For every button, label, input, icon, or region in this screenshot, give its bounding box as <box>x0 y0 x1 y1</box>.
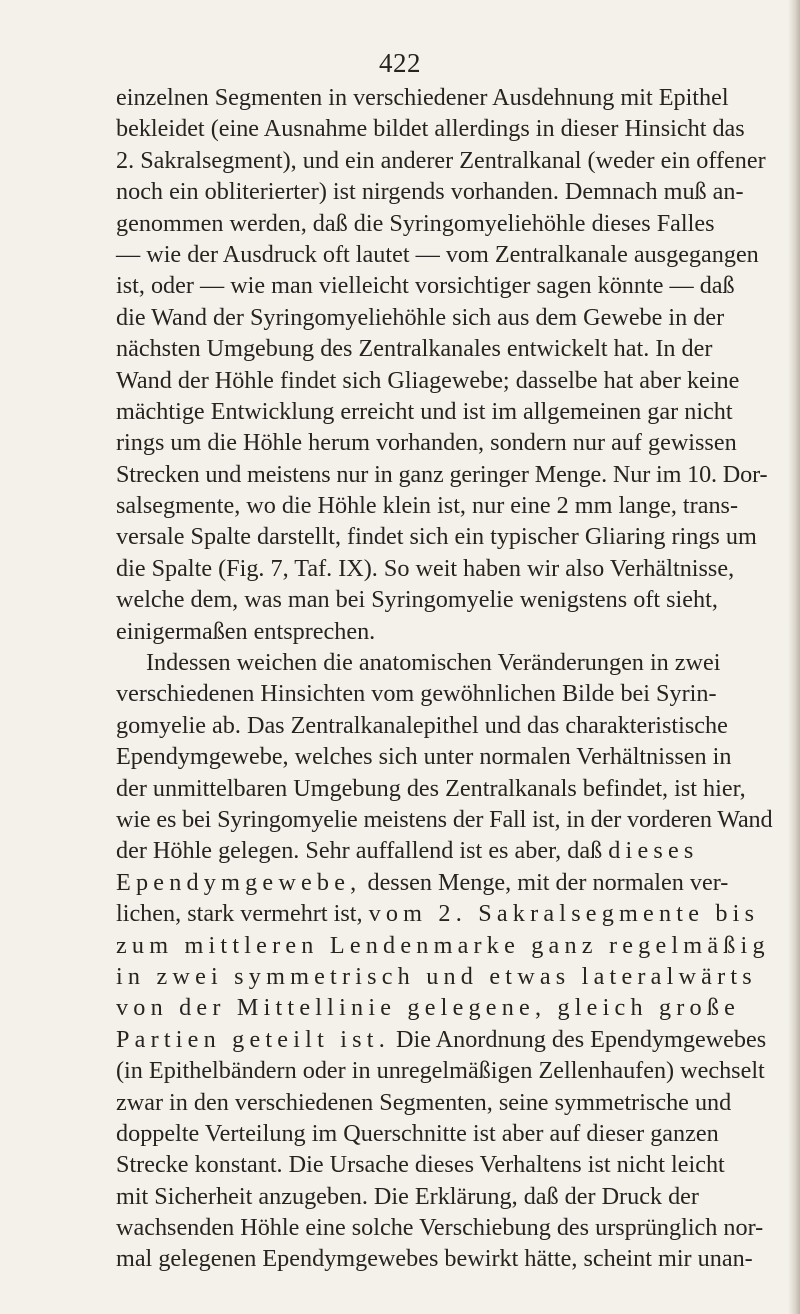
text-span: lichen, stark vermehrt ist, <box>116 900 363 928</box>
text-line: wie es bei Syringomyelie meistens der Fall ist, in der vorderen Wand <box>116 805 773 833</box>
text-line: die Wand der Syringomyeliehöhle sich aus dem Gewebe in der <box>116 303 725 331</box>
text-line: 2. Sakralsegment), und ein anderer Zentralkanal (weder ein offener <box>116 146 766 174</box>
text-line: — wie der Ausdruck oft lautet — vom Zentralkanale ausgegangen <box>116 240 759 268</box>
emphasis-span: Ependymgewebe, <box>116 868 362 896</box>
text-span: Die Anordnung des Ependymgewebes <box>396 1025 767 1053</box>
text-line: salsegmente, wo die Höhle klein ist, nur eine 2 mm lange, trans- <box>116 492 739 520</box>
text-line: Ependymgewebe, welches sich unter normalen Verhältnissen in <box>116 743 732 771</box>
text-line: einzelnen Segmenten in verschiedener Ausdehnung mit Epithel <box>116 84 729 111</box>
emphasis-span: vom 2. Sakralsegmente bis <box>368 900 760 928</box>
text-line: zwar in den verschiedenen Segmenten, seine symmetrische und <box>116 1088 732 1116</box>
text-line: die Spalte (Fig. 7, Taf. IX). So weit haben wir also Verhältnisse, <box>116 554 735 582</box>
text-line: versale Spalte darstellt, findet sich ein typischer Gliaring rings um <box>116 523 757 551</box>
text-line: mächtige Entwicklung erreicht und ist im allgemeinen gar nicht <box>116 397 733 425</box>
text-span: der Höhle gelegen. Sehr auffallend ist es aber, daß <box>116 837 603 865</box>
text-line: rings um die Höhle herum vorhanden, sondern nur auf gewissen <box>116 429 737 457</box>
page-number: 422 <box>379 48 421 78</box>
text-line: wachsenden Höhle eine solche Verschiebung des ursprünglich nor- <box>116 1214 764 1242</box>
text-span: dessen Menge, mit der normalen ver- <box>367 868 729 896</box>
text-line: der unmittelbaren Umgebung des Zentralkanals befindet, ist hier, <box>116 774 746 802</box>
text-line: ist, oder — wie man vielleicht vorsichtiger sagen könnte — daß <box>116 272 735 300</box>
emphasis-line: zum mittleren Lendenmarke ganz regelmäßig <box>116 931 770 959</box>
text-line-mixed <box>116 898 790 929</box>
emphasis-line: in zwei symmetrisch und etwas lateralwärts <box>116 962 757 990</box>
text-line: Wand der Höhle findet sich Gliagewebe; dasselbe hat aber keine <box>116 366 740 394</box>
text-line: genommen werden, daß die Syringomyeliehöhle dieses Falles <box>116 209 715 237</box>
text-line: nächsten Umgebung des Zentralkanales entwickelt hat. In der <box>116 335 713 363</box>
emphasis-span: Partien geteilt ist. <box>116 1025 390 1053</box>
text-line: bekleidet (eine Ausnahme bildet allerdings in dieser Hinsicht das <box>116 115 745 143</box>
text-line: einigermaßen entsprechen. <box>116 617 376 645</box>
paragraph-start-line: Indessen weichen die anatomischen Veränderungen in zwei <box>146 649 721 677</box>
text-line: gomyelie ab. Das Zentralkanalepithel und das charakteristische <box>116 711 728 739</box>
text-line: Strecken und meistens nur in ganz geringer Menge. Nur im 10. Dor- <box>116 460 768 488</box>
emphasis-line: von der Mittellinie gelegene, gleich große <box>116 994 741 1022</box>
text-line: noch ein obliterierter) ist nirgends vorhanden. Demnach muß an- <box>116 178 744 206</box>
text-line-mixed <box>116 835 790 866</box>
text-line: mit Sicherheit anzugeben. Die Erklärung, daß der Druck der <box>116 1182 699 1210</box>
text-line-mixed <box>116 867 790 898</box>
text-line: Strecke konstant. Die Ursache dieses Verhaltens ist nicht leicht <box>116 1151 725 1179</box>
body-text <box>116 82 790 1275</box>
text-line-mixed <box>116 1024 790 1055</box>
text-line: (in Epithelbändern oder in unregelmäßigen Zellenhaufen) wechselt <box>116 1057 765 1085</box>
emphasis-span: dieses <box>608 837 699 865</box>
text-line: verschiedenen Hinsichten vom gewöhnlichen Bilde bei Syrin- <box>116 680 717 708</box>
text-line: mal gelegenen Ependymgewebes bewirkt hätte, scheint mir unan- <box>116 1245 753 1273</box>
text-line: doppelte Verteilung im Querschnitte ist aber auf dieser ganzen <box>116 1119 719 1147</box>
text-line: welche dem, was man bei Syringomyelie wenigstens oft sieht, <box>116 586 718 614</box>
